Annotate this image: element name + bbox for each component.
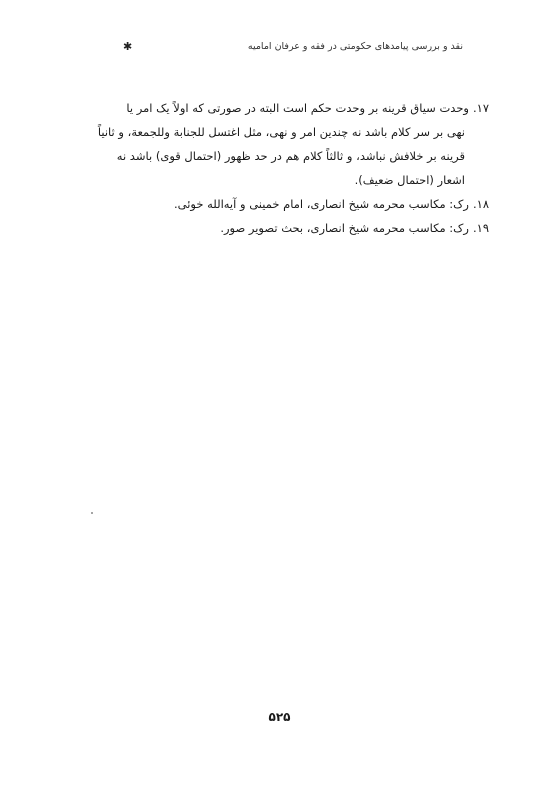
running-head-ornament: ✱ <box>123 40 133 53</box>
scan-speck <box>91 512 93 514</box>
endnote-17 <box>89 96 489 192</box>
endnote-line <box>89 96 489 120</box>
endnote-line <box>89 192 489 216</box>
endnote-line <box>89 216 489 240</box>
running-head-title: نقد و بررسی پیامدهای حکومتی در فقه و عرفان امامیه <box>247 41 463 52</box>
endnote-line: قرینه بر خلافش نباشد، و ثالثاً کلام هم در حد ظهور (احتمال قوی) باشد نه <box>116 149 465 163</box>
endnote-number: ۱۸. <box>472 197 489 211</box>
endnote-19 <box>89 216 489 240</box>
endnote-text: وحدت سیاق قرینه بر وحدت حکم است البته در صورتی که اولاً یک امر یا <box>126 101 469 115</box>
endnote-line: اشعار (احتمال ضعیف). <box>354 173 465 187</box>
running-head <box>123 41 463 57</box>
endnote-line: نهی بر سر کلام باشد نه چندین امر و نهی، مثل اغتسل للجنابة وللجمعة، و ثانیاً <box>97 125 465 139</box>
endnote-18 <box>89 192 489 216</box>
endnotes-section <box>89 96 489 240</box>
endnote-text: رک: مکاسب محرمه شیخ انصاری، امام خمینی و آیه‌الله خوئی. <box>173 197 469 211</box>
endnote-number: ۱۷. <box>472 101 489 115</box>
endnote-text: رک: مکاسب محرمه شیخ انصاری، بحث تصویر صور. <box>220 221 469 235</box>
endnote-number: ۱۹. <box>472 221 489 235</box>
page-number: ۵۲۵ <box>268 710 291 724</box>
